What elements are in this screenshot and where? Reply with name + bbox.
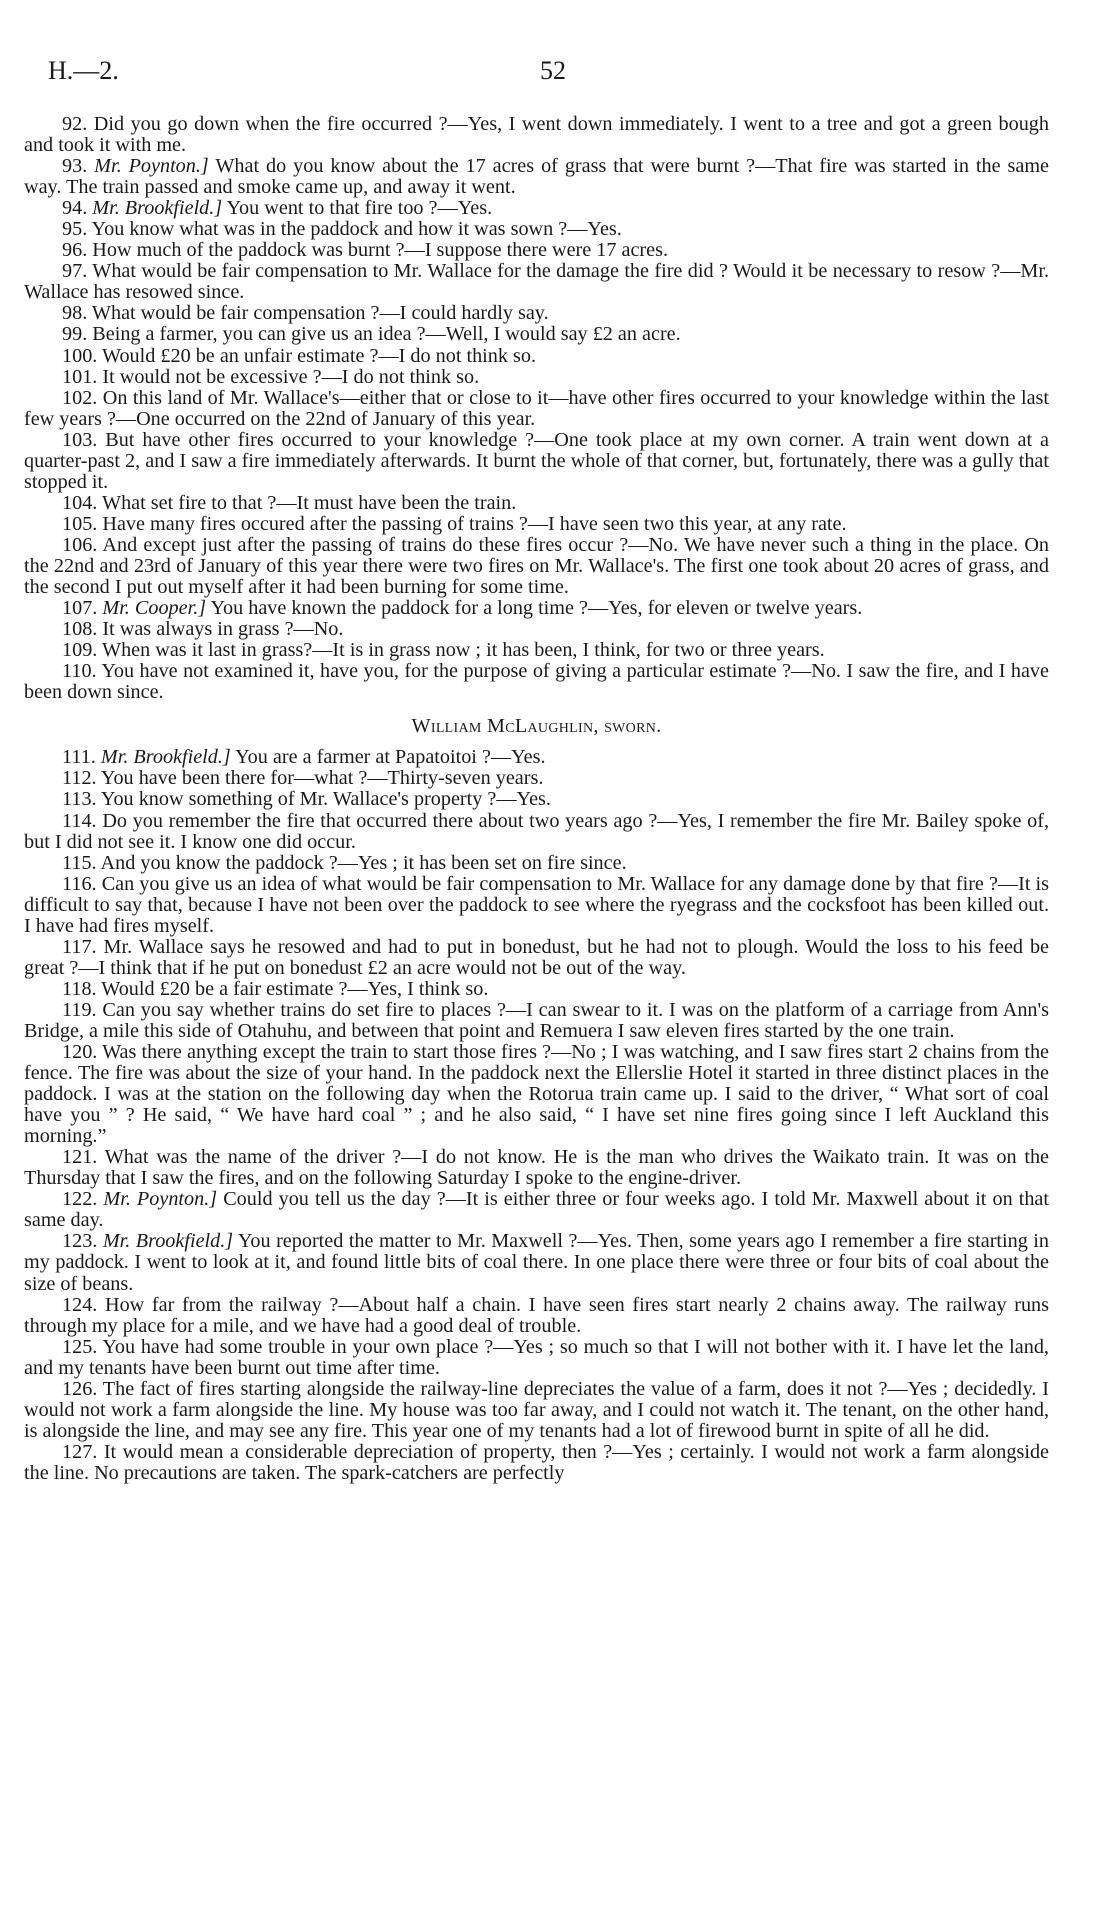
question-text: You reported the matter to Mr. Maxwell ?—Yes. Then, some years ago I remember a fire starting in my paddock. I went to look at it, and found little bits of coal there. In one place there were three or four bits of coal about the size of beans. bbox=[24, 1230, 1050, 1295]
speaker-label: Mr. Poynton.] bbox=[103, 1188, 218, 1211]
question-number: 124. bbox=[62, 1293, 98, 1316]
question-text: You are a farmer at Papatoitoi ?—Yes. bbox=[235, 746, 546, 769]
question-text: Mr. Wallace says he resowed and had to put in bonedust, but he had not to plough. Would the loss to his feed be great ?—I think that if he put on bonedust £2 an acre would not be out of the way. bbox=[24, 935, 1050, 979]
question-number: 110. bbox=[62, 660, 97, 683]
speaker-label: Mr. Brookfield.] bbox=[102, 1230, 234, 1253]
question-paragraph bbox=[24, 388, 1049, 430]
question-text: What set fire to that ?—It must have been the train. bbox=[102, 491, 517, 514]
question-number: 95. bbox=[62, 218, 88, 241]
question-text: Could you tell us the day ?—It is either three or four weeks ago. I told Mr. Maxwell about it on that same day. bbox=[24, 1188, 1049, 1232]
page-header bbox=[48, 56, 1058, 86]
question-text: It was always in grass ?—No. bbox=[102, 618, 344, 641]
question-number: 92. bbox=[62, 113, 88, 135]
question-number: 127. bbox=[62, 1440, 98, 1463]
question-paragraph bbox=[24, 1379, 1049, 1442]
question-number: 119. bbox=[62, 998, 97, 1021]
question-text: Have many fires occured after the passing of trains ?—I have seen two this year, at any rate. bbox=[102, 512, 847, 535]
question-paragraph bbox=[24, 430, 1049, 493]
question-number: 116. bbox=[62, 872, 97, 895]
speaker-label: Mr. Cooper.] bbox=[102, 597, 207, 620]
page-number: 52 bbox=[540, 56, 566, 85]
speaker-label: Mr. Brookfield.] bbox=[92, 197, 223, 220]
question-paragraph bbox=[24, 1295, 1049, 1337]
question-paragraph bbox=[24, 346, 1049, 367]
question-number: 94. bbox=[62, 197, 88, 220]
question-text: You know something of Mr. Wallace's property ?—Yes. bbox=[100, 788, 551, 811]
question-number: 103. bbox=[62, 428, 98, 451]
question-number: 112. bbox=[62, 767, 97, 790]
question-text: It would not be excessive ?—I do not think so. bbox=[102, 365, 480, 388]
question-text: You have known the paddock for a long time ?—Yes, for eleven or twelve years. bbox=[210, 597, 863, 620]
question-paragraph bbox=[24, 747, 1049, 768]
question-paragraph bbox=[24, 853, 1049, 874]
question-paragraph bbox=[24, 979, 1049, 1000]
question-number: 99. bbox=[62, 323, 88, 346]
question-paragraph bbox=[24, 874, 1049, 937]
question-number: 109. bbox=[62, 639, 98, 662]
question-paragraph bbox=[24, 1337, 1049, 1379]
speaker-label: Mr. Poynton.] bbox=[94, 155, 209, 178]
question-text: Being a farmer, you can give us an idea ?—Well, I would say £2 an acre. bbox=[92, 323, 681, 346]
question-paragraph bbox=[24, 156, 1049, 198]
question-number: 97. bbox=[62, 260, 88, 283]
question-number: 126. bbox=[62, 1377, 98, 1400]
speaker-label: Mr. Brookfield.] bbox=[100, 746, 231, 769]
question-number: 114. bbox=[62, 809, 97, 832]
question-text: You have been there for—what ?—Thirty-seven years. bbox=[100, 767, 544, 790]
question-paragraph bbox=[24, 661, 1049, 703]
question-number: 115. bbox=[62, 851, 97, 874]
question-text: Would £20 be an unfair estimate ?—I do not think so. bbox=[102, 344, 537, 367]
question-paragraph bbox=[24, 324, 1049, 345]
question-text: Did you go down when the fire occurred ?—Yes, I went down immediately. I went to a tree and got a green bough and took it with me. bbox=[24, 113, 1049, 157]
question-paragraph bbox=[24, 1147, 1049, 1189]
page-body bbox=[24, 114, 1049, 1484]
question-paragraph bbox=[24, 219, 1049, 240]
question-text: What would be fair compensation ?—I could hardly say. bbox=[91, 302, 549, 325]
question-number: 121. bbox=[62, 1146, 98, 1169]
question-paragraph bbox=[24, 514, 1049, 535]
question-text: What was the name of the driver ?—I do not know. He is the man who drives the Waikato train. It was on the Thursday that I saw the fires, and on the following Saturday I spoke to the engine-driver. bbox=[24, 1146, 1050, 1190]
question-number: 100. bbox=[62, 344, 98, 367]
question-text: Would £20 be a fair estimate ?—Yes, I think so. bbox=[101, 977, 489, 1000]
question-paragraph bbox=[24, 789, 1049, 810]
question-text: You have had some trouble in your own place ?—Yes ; so much so that I will not bother with it. I have let the land, and my tenants have been burnt out time after time. bbox=[24, 1335, 1049, 1379]
question-number: 117. bbox=[62, 935, 97, 958]
question-text: How far from the railway ?—About half a chain. I have seen fires start nearly 2 chains away. The railway runs through my place for a mile, and we have had a good deal of trouble. bbox=[24, 1293, 1049, 1337]
question-number: 104. bbox=[62, 491, 98, 514]
evidence-part-1 bbox=[24, 114, 1049, 703]
question-text: And you know the paddock ?—Yes ; it has been set on fire since. bbox=[100, 851, 627, 874]
question-number: 93. bbox=[62, 155, 88, 178]
question-paragraph bbox=[24, 198, 1049, 219]
question-text: You know what was in the paddock and how it was sown ?—Yes. bbox=[91, 218, 622, 241]
question-text: What would be fair compensation to Mr. Wallace for the damage the fire did ? Would it be necessary to resow ?—Mr. Wallace has resowed since. bbox=[24, 260, 1049, 304]
question-number: 106. bbox=[62, 533, 98, 556]
question-number: 101. bbox=[62, 365, 98, 388]
question-paragraph bbox=[24, 303, 1049, 324]
question-number: 118. bbox=[62, 977, 97, 1000]
question-paragraph bbox=[24, 261, 1049, 303]
question-number: 98. bbox=[62, 302, 88, 325]
question-text: You have not examined it, have you, for the purpose of giving a particular estimate ?—No. I saw the fire, and I have been down since. bbox=[24, 660, 1049, 704]
question-paragraph bbox=[24, 114, 1049, 156]
question-number: 120. bbox=[62, 1041, 98, 1064]
question-number: 108. bbox=[62, 618, 98, 641]
question-number: 107. bbox=[62, 597, 98, 620]
question-paragraph bbox=[24, 1231, 1049, 1294]
question-paragraph bbox=[24, 768, 1049, 789]
question-number: 125. bbox=[62, 1335, 98, 1358]
question-paragraph bbox=[24, 1000, 1049, 1042]
document-code: H.—2. bbox=[48, 56, 119, 85]
question-number: 96. bbox=[62, 239, 88, 262]
question-text: The fact of fires starting alongside the railway-line depreciates the value of a farm, does it not ?—Yes ; decidedly. I would not work a farm alongside the line. My house was too far away, and I could not watch it. The tenant, on the other hand, is alongside the line, and may see any fire. This year one of my tenants had a lot of firewood burnt in spite of all he did. bbox=[24, 1377, 1049, 1442]
question-text: You went to that fire too ?—Yes. bbox=[226, 197, 493, 220]
evidence-part-2 bbox=[24, 747, 1049, 1484]
question-number: 123. bbox=[62, 1230, 98, 1253]
question-paragraph bbox=[24, 1442, 1049, 1484]
question-text: Do you remember the fire that occurred there about two years ago ?—Yes, I remember the fire Mr. Bailey spoke of, but I did not see it. I know one did occur. bbox=[24, 809, 1050, 853]
question-paragraph bbox=[24, 811, 1049, 853]
question-text: What do you know about the 17 acres of grass that were burnt ?—That fire was started in the same way. The train passed and smoke came up, and away it went. bbox=[24, 155, 1049, 199]
question-paragraph bbox=[24, 240, 1049, 261]
question-text: Can you give us an idea of what would be fair compensation to Mr. Wallace for any damage done by that fire ?—It is difficult to say that, because I have not been over the paddock to see where the ryegrass and the cocksfoot has been killed out. I have had fires myself. bbox=[24, 872, 1049, 937]
question-text: And except just after the passing of trains do these fires occur ?—No. We have never such a thing in the place. On the 22nd and 23rd of January of this year there were two fires on Mr. Wallace's. The first one took about 20 acres of grass, and the second I put out myself after it had been burning for some time. bbox=[24, 533, 1049, 599]
question-number: 105. bbox=[62, 512, 98, 535]
question-number: 122. bbox=[62, 1188, 98, 1211]
question-paragraph bbox=[24, 598, 1049, 619]
question-text: But have other fires occurred to your knowledge ?—One took place at my own corner. A train went down at a quarter-past 2, and I saw a fire immediately afterwards. It burnt the whole of that corner, but, fortunately, there was a gully that stopped it. bbox=[24, 428, 1050, 493]
question-text: On this land of Mr. Wallace's—either that or close to it—have other fires occurred to your knowledge within the last few years ?—One occurred on the 22nd of January of this year. bbox=[24, 386, 1050, 430]
question-number: 102. bbox=[62, 386, 98, 409]
question-text: Can you say whether trains do set fire to places ?—I can swear to it. I was on the platform of a carriage from Ann's Bridge, a mile this side of Otahuhu, and between that point and Remuera I saw eleven fires started by the one train. bbox=[24, 998, 1049, 1042]
witness-heading: William McLaughlin, sworn. bbox=[411, 715, 662, 738]
question-text: How much of the paddock was burnt ?—I suppose there were 17 acres. bbox=[92, 239, 668, 262]
question-number: 113. bbox=[62, 788, 97, 811]
question-paragraph bbox=[24, 640, 1049, 661]
question-paragraph bbox=[24, 493, 1049, 514]
question-text: Was there anything except the train to start those fires ?—No ; I was watching, and I saw fires start 2 chains from the fence. The fire was about the size of your hand. In the paddock next the Ellerslie Hotel it started in three distinct places in the paddock. I was at the station on the following day when the Rotorua train came up. I said to the driver, “ What sort of coal have you ” ? He said, “ We have hard coal ” ; and he also said, “ I have set nine fires going since I left Auckland this morning.” bbox=[24, 1041, 1049, 1148]
question-text: It would mean a considerable depreciation of property, then ?—Yes ; certainly. I would not work a farm alongside the line. No precautions are taken. The spark-catchers are perfectly bbox=[24, 1440, 1049, 1484]
question-paragraph bbox=[24, 367, 1049, 388]
question-number: 111. bbox=[62, 746, 96, 769]
question-paragraph bbox=[24, 535, 1049, 598]
question-paragraph bbox=[24, 1189, 1049, 1231]
question-text: When was it last in grass?—It is in grass now ; it has been, I think, for two or three years. bbox=[102, 639, 825, 662]
question-paragraph bbox=[24, 1042, 1049, 1147]
question-paragraph bbox=[24, 937, 1049, 979]
question-paragraph bbox=[24, 619, 1049, 640]
